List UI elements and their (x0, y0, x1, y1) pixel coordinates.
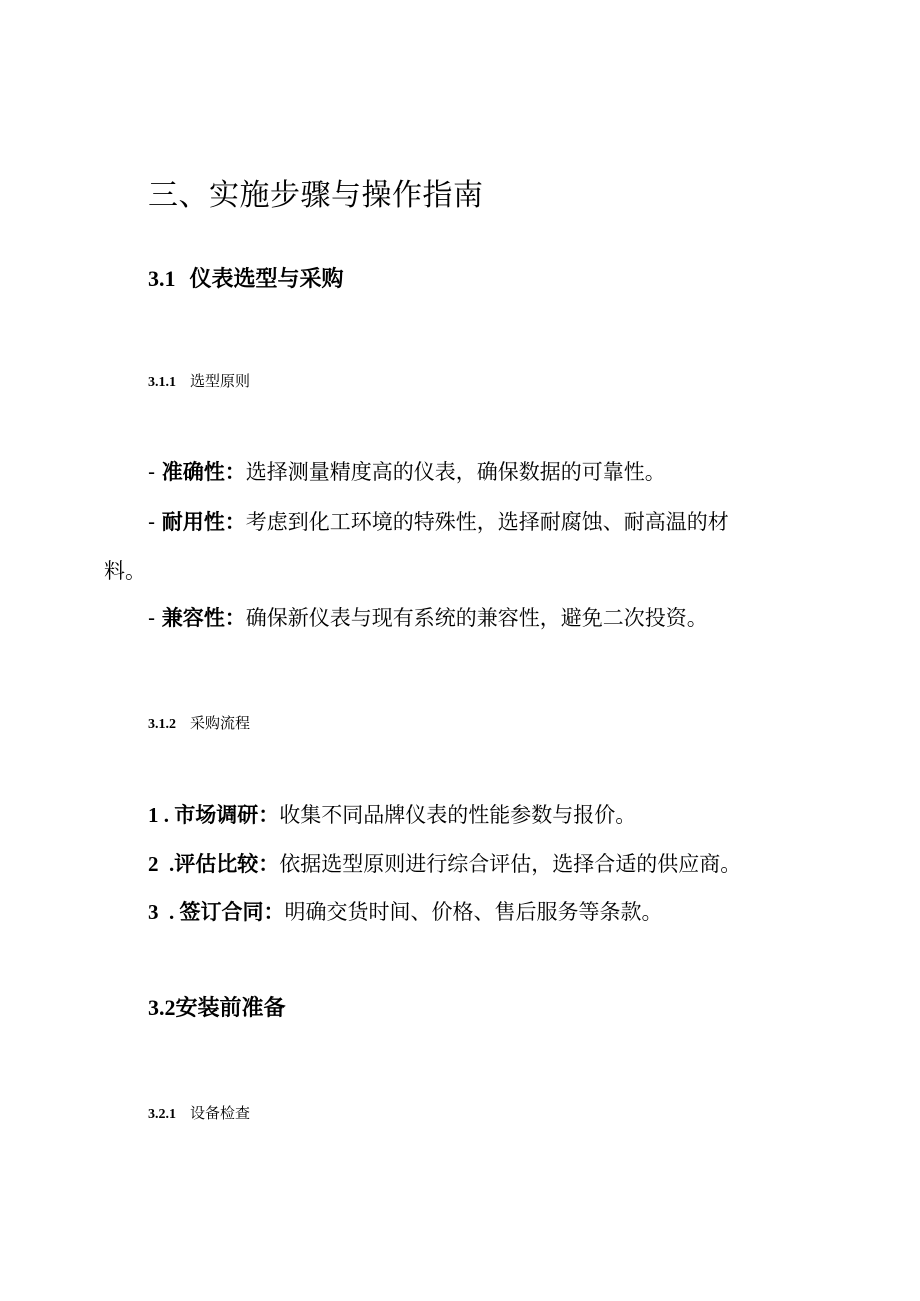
bullet-dash: - (148, 606, 162, 630)
item-number: 2 (148, 852, 159, 876)
section-title-text: 安装前准备 (175, 996, 286, 1021)
item-text: 选择测量精度高的仪表，确保数据的可靠性。 (245, 460, 666, 484)
list-item (148, 507, 729, 537)
item-term: 评估比较： (174, 852, 280, 876)
item-text: 明确交货时间、价格、售后服务等条款。 (284, 900, 663, 924)
subsection-title-text: 选型原则 (190, 372, 251, 390)
bullet-dash: - (148, 460, 162, 484)
item-text: 考虑到化工环境的特殊性，选择耐腐蚀、耐高温的材 (245, 510, 729, 534)
section-heading-3-2 (148, 993, 286, 1024)
chapter-title: 三、实施步骤与操作指南 (148, 178, 484, 213)
subsection-number: 3.2.1 (148, 1107, 176, 1122)
section-heading-3-1 (148, 264, 344, 295)
section-number: 3.1 (148, 266, 176, 291)
item-text: 确保新仪表与现有系统的兼容性，避免二次投资。 (245, 606, 708, 630)
subsection-title-text: 设备检查 (190, 1104, 251, 1122)
subsection-heading-3-1-1 (148, 371, 250, 393)
item-number: 3 (148, 900, 159, 924)
subsection-heading-3-1-2 (148, 713, 250, 735)
list-item-continuation: 料。 (104, 559, 146, 583)
item-term: 兼容性： (161, 606, 246, 630)
item-number: 1 (148, 803, 159, 827)
item-separator: . (158, 900, 180, 924)
numbered-item (148, 897, 663, 927)
subsection-number: 3.1.1 (148, 375, 176, 390)
item-text: 收集不同品牌仪表的性能参数与报价。 (279, 803, 637, 827)
section-number: 3.2 (148, 995, 176, 1020)
subsection-number: 3.1.2 (148, 717, 176, 732)
list-item (148, 603, 708, 633)
bullet-dash: - (148, 510, 162, 534)
item-separator: . (158, 852, 175, 876)
item-term: 准确性： (161, 460, 246, 484)
numbered-item (148, 849, 741, 879)
subsection-title-text: 采购流程 (190, 714, 251, 732)
section-title-text: 仪表选型与采购 (189, 267, 344, 292)
item-term: 耐用性： (161, 510, 246, 534)
subsection-heading-3-2-1 (148, 1103, 250, 1125)
item-separator: . (158, 803, 175, 827)
item-term: 市场调研： (174, 803, 280, 827)
item-term: 签订合同： (179, 900, 285, 924)
numbered-item (148, 800, 636, 830)
list-item (148, 457, 666, 487)
item-text: 依据选型原则进行综合评估，选择合适的供应商。 (279, 852, 742, 876)
